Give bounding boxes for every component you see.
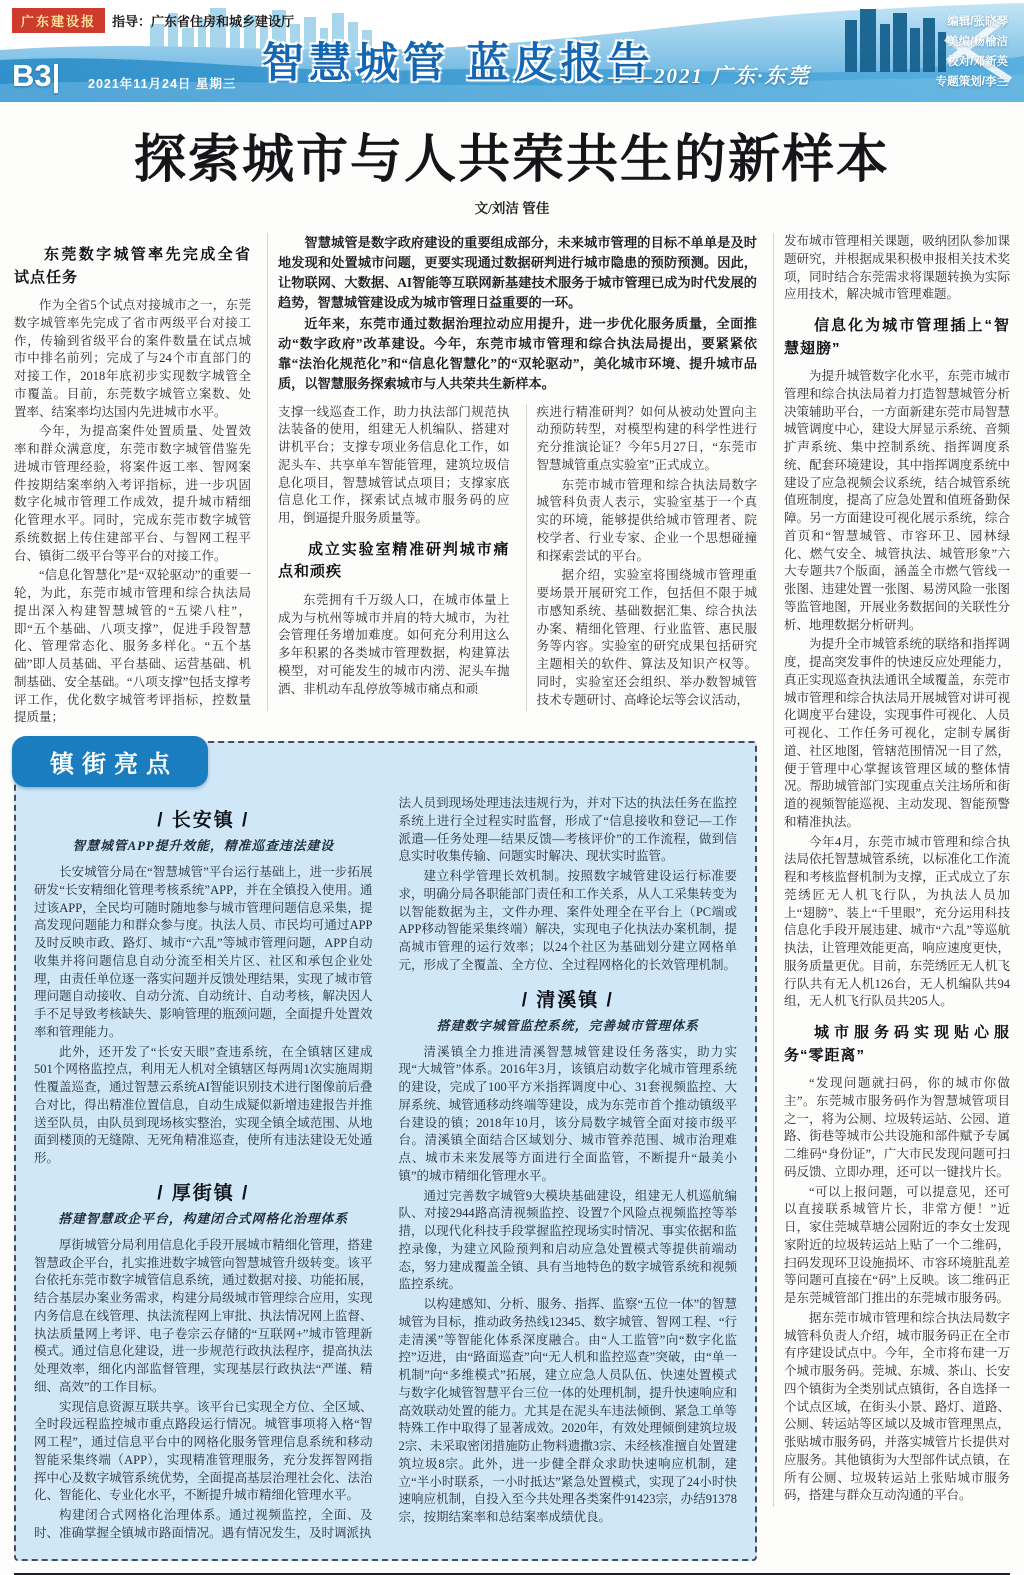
paragraph: 长安城管分局在“智慧城管”平台运行基础上，进一步拓展研发“长安精细化管理考核系统”APP，并在全镇投入使用。通过该APP，全民均可随时随地参与城市管理问题信息采集，提高发现问题能力和群众参与度。执法人员、市民均可通过APP及时反映市政、路灯、城市“六乱”等城市管理问题，APP自动收集并将问题信息自动分流至相关片区、社区和承包企业处理，由责任单位逐一落实问题并反馈处理结果，实现了城市管理问题自动接收、自动分流、自动统计、自动考核，解决因人手不足导致考核缺失、影响管理的瓶颈问题，全面提升处置效率和管理能力。	[34, 865, 373, 1039]
column-4	[773, 233, 1010, 1507]
masthead-banner	[0, 0, 1024, 102]
page-number: B3|	[12, 58, 61, 93]
town-subtitle-changan: 智慧城管APP提升效能，精准巡查违法建设	[72, 839, 335, 854]
article-headline: 探索城市与人共荣共生的新样本	[133, 132, 890, 189]
paragraph: 据东莞市城市管理和综合执法局数字城管科负责人介绍，城市服务码正在全市有序建设试点中。今年，全市将布建一万个城市服务码。莞城、东城、茶山、长安四个镇街为全类别试点镇街，各自选择一个试点区域，在街头小景、路灯、道路、公厕、转运站等区域以及城市管理黑点，张贴城市服务码，并落实城管片长提供对应服务。其他镇街为大型部件试点镇，在所有公厕、垃圾转运站上张贴城市服务码，搭建与群众互动沟通的平台。	[784, 1310, 1010, 1503]
credit-editor: 编辑/张晓琴	[947, 16, 1008, 28]
article-byline: 文/刘洁 管佳	[474, 201, 550, 217]
banner-title: 智慧城管 蓝皮报告	[262, 39, 655, 86]
lede-paragraph: 智慧城管是数字政府建设的重要组成部分，未来城市管理的目标不单单是及时地发现和处置城市问题，更要实现通过数据研判进行城市隐患的预防预测。因此，让物联网、大数据、AI智能等互联网新基建技术服务于城市管理已成为时代发展的趋势，智慧城管建设成为城市管理日益重要的一环。	[278, 235, 757, 310]
lede-paragraph: 近年来，东莞市通过数据治理拉动应用提升，进一步优化服务质量，全面推动“数字政府”改革建设。今年，东莞市城市管理和综合执法局提出，要紧紧依靠“法治化规范化”和“信息化智慧化”的“双轮驱动”，美化城市环境、提升城市品质，以智慧服务探索城市与人共荣共生新样本。	[278, 316, 757, 391]
credit-art-editor: 美编/杨榆洁	[947, 36, 1008, 49]
paragraph-continuation: 疾进行精准研判？如何从被动处置向主动预防转型，对模型构建的科学性进行充分推演论证？今年5月27日，“东莞市智慧城管重点实验室”正式成立。	[536, 404, 757, 472]
paragraph: “可以上报问题，可以提意见，还可以直接联系城管片长，非常方便！”近日，家住莞城草塘公园附近的李女士发现家附近的垃圾转运站上贴了一个二维码，扫码发现环卫设施损坏、市容环境脏乱差等问题可直接在“码”上反映。该二维码正是东莞城管部门推出的东莞城市服务码。	[784, 1184, 1010, 1306]
paragraph: 今年4月，东莞市城市管理和综合执法局依托智慧城管系统，以标准化工作流程和考核监督机制为支撑，正式成立了东莞绣匠无人机飞行队，为执法人员加上“翅膀”、装上“千里眼”，充分运用科技信息化手段开展违建、城市“六乱”等巡航执法，让管理效能更高，响应速度更快，服务质量更优。目前，东莞绣匠无人机飞行队共有无人机126台，无人机编队共94组，无人机飞行队员共205人。	[784, 834, 1010, 1009]
lede-block	[278, 233, 757, 393]
highlights-right-column	[399, 795, 738, 1545]
credit-planner: 专题策划/李兰	[935, 76, 1008, 89]
paragraph-continuation: 支撑一线巡查工作，助力执法部门规范执法装备的使用，组建无人机编队、搭建对讲机平台；支撑专项业务信息化工作，如泥头车、共享单车智能管理，建筑垃圾信息化项目，智慧城管试点项目；支撑家底信息化工作，探索试点城市服务码的应用，倒逼提升服务质量等。	[278, 404, 510, 526]
town-highlights-box	[14, 741, 757, 1561]
paragraph: “发现问题就扫码，你的城市你做主”。东莞城市服务码作为智慧城管项目之一，将为公厕、垃圾转运站、公园、道路、街巷等城市公共设施和部件赋予专属二维码“身份证”，广大市民发现问题可扫码反馈、立即办理，还可以一键找片长。	[784, 1076, 1010, 1179]
columns-2-3-inner	[278, 404, 757, 712]
column-3	[526, 404, 758, 712]
paragraph: 以构建感知、分析、服务、指挥、监察“五位一体”的智慧城管为目标，推动政务热线12345、数字城管、智网工程、“行走清溪”等智能化体系深度融合。由“人工监管”向“数字化监控”迈进，由“路面巡查”向“无人机和监控巡查”突破，由“单一机制”向“多维模式”拓展，建立应急人员队伍、快速处置模式与数字化城管智慧平台三位一体的处理机制，提升快速响应和高效联动处置的能力。尤其是在泥头车违法倾倒、紧急工单等特殊工作中取得了显著成效。2020年，有效处理倾倒建筑垃圾2宗、未采取密闭措施防止物料遗撒3宗、未经核准擅自处置建筑垃圾8宗。此外，进一步健全群众求助快速响应机制，建立“半小时联系，一小时抵达”紧急处置模式，实现了24小时快速响应机制，自投入至今共处理各类案件91423宗，办结91378宗，按期结案率和总结案率成绩优良。	[398, 1297, 737, 1525]
section-subhead-lab: 成立实验室精准研判城市痛点和顽疾	[278, 540, 510, 581]
paragraph: 通过完善数字城管9大模块基础建设，组建无人机巡航编队、对接2944路高清视频监控、设置7个风险点视频监控等举措，以现代化科技手段掌握监控现场实时情况、事实依据和监控录像，为建立风险预判和启动应急处置模式等提供前端动态，努力建成覆盖全镇、具有当地特色的数字城管系统和视频监控系统。	[398, 1188, 737, 1292]
paragraph: 清溪镇全力推进清溪智慧城管建设任务落实，助力实现“大城管”体系。2016年3月，该镇启动数字化城市管理系统的建设，完成了100平方米指挥调度中心、31套视频监控、大屏系统、城管通移动终端等建设，成为东莞市首个推动镇级平台建设的镇；2018年10月，该分局数字城管全面对接市级平台。清溪镇全面结合区域划分、城市管养范围、城市治理难点、城市未来发展等方面进行全面监管，不断提升“最美小镇”的城市精细化管理水平。	[398, 1044, 737, 1183]
highlights-left-column	[34, 795, 373, 1545]
paragraph: 为提升全市城管系统的联络和指挥调度，提高突发事件的快速反应处理能力，真正实现巡查执法通讯全域覆盖，东莞市城市管理和综合执法局开展城管对讲可视化调度平台建设，实现事件可视化、人员可视化、工作任务可视化，定制专属街道、社区地图，管辖范围情况一目了然，便于管理中心掌握该管理区域的整体情况。帮助城管部门实现重点关注场所和街道的视频智能巡视、主动发现、智能预警和精准执法。	[784, 637, 1010, 829]
section-subhead-service-code: 城市服务码实现贴心服务“零距离”	[784, 1024, 1010, 1064]
highlights-columns	[34, 795, 737, 1545]
paragraph: 构建闭合式网格化治理体系。通过视频监控，全面、及时、准确掌握全镇城市路面情况。遇有情况发生，及时调派执	[34, 1508, 373, 1540]
guidance-text: 指导：广东省住房和城乡建设厅	[112, 14, 295, 29]
paragraph: 东莞拥有千万级人口，在城市体量上成为与杭州等城市并肩的特大城市，为社会管理任务增加难度。如何充分利用这么多年积累的各类城市管理数据，构建算法模型，对可能发生的城市内涝、泥头车抛洒、非机动车乱停放等城市痛点和顽	[278, 592, 510, 696]
town-header-changan: / 长安镇 /	[157, 810, 250, 832]
town-header-qingxi: / 清溪镇 /	[521, 989, 614, 1011]
paragraph: 厚街城管分局利用信息化手段开展城市精细化管理，搭建智慧政企平台，扎实推进数字城管向智慧城管升级转变。该平台依托东莞市数字城管信息系统，通过数据对接、功能拓展，结合基层办案业务需求，构建分局级城市管理综合应用，实现内务信息在线管理、执法流程网上审批、执法情况网上监督、执法质量网上考评、电子卷宗云存储的“互联网+”城市管理新模式。通过信息化建设，进一步规范行政执法程序，提高执法处理效率，细化内部监督管理，实现基层行政执法“严谨、精细、高效”的工作目标。	[34, 1237, 373, 1394]
city-skyline-right-icon	[845, 9, 946, 72]
issue-date: 2021年11月24日 星期三	[88, 77, 237, 91]
highlights-badge: 镇街亮点	[12, 736, 208, 787]
town-subtitle-qingxi: 搭建数字城管监控系统，完善城市管理体系	[436, 1018, 699, 1033]
article-body	[0, 233, 1024, 1561]
section-subhead-pilot-task: 东莞数字城管率先完成全省试点任务	[14, 246, 251, 286]
paragraph: 据介绍，实验室将围绕城市管理重要场景开展研究工作，包括但不限于城市感知系统、基础数据汇集、综合执法办案、精细化管理、行业监管、惠民服务等内容。实验室的研究成果包括研究主题相关的软件、算法及知识产权等。同时，实验室还会组织、举办数智城管技术专题研讨、高峰论坛等会议活动，	[536, 568, 757, 707]
paragraph: 建立科学管理长效机制。按照数字城管建设运行标准要求，明确分局各职能部门责任和工作关系，从人工采集转变为以智能数据为主，文件办理、案件处理全在平台上（PC端或APP移动智能采集终端）解决，实现电子化执法办案机制，提高城市管理的运行效率；以24个社区为基础划分建立网格单元，形成了全覆盖、全方位、全过程网格化的长效管理机制。	[398, 869, 737, 972]
paragraph: 实现信息资源互联共享。该平台已实现全方位、全区域、全时段远程监控城市重点路段运行情况。城管事项将入格“智网工程”，通过信息平台中的网格化服务管理信息系统和移动智能采集终端（APP），实现精准管理服务，充分发挥智网指挥中心及数字城管系统优势，全面提高基层治理社会化、法治化、智能化、专业化水平，不断提升城市精细化管理水平。	[34, 1399, 373, 1503]
paragraph: 此外，还开发了“长安天眼”查违系统，在全镇辖区建成501个网格监控点，利用无人机对全镇辖区每两周1次实施周期性覆盖巡查，通过智慧云系统AI智能识别技术进行图像前后叠合对比，得出精准位置信息，自动生成疑似新增违建报告并推送至队员，由队员到现场核实整治，实现全镇全域范围、从地面到楼顶的无缝隙、无死角精准巡查，使所有违法建设无处遁形。	[34, 1044, 373, 1166]
paragraph-continuation: 发布城市管理相关课题，吸纳团队参加课题研究，并根据成果积极申报相关技术奖项，同时结合东莞需求将课题转换为实际应用技术，解决城市管理难题。	[784, 234, 1010, 302]
paragraph: 东莞市城市管理和综合执法局数字城管科负责人表示，实验室基于一个真实的环境，能够提供给城市管理者、院校学者、行业专家、企业一个思想碰撞和探索尝试的平台。	[536, 477, 757, 563]
paragraph: 为提升城管数字化水平，东莞市城市管理和综合执法局着力打造智慧城管分析决策辅助平台，一方面新建东莞市局智慧城管调度中心，建设大屏显示系统、音频扩声系统、集中控制系统、指挥调度系统、配套环境建设，其中指挥调度系统中建设了应急视频会议系统，结合城管系统值班制度，提高了应急处置和值班备勤保障。另一方面建设可视化展示系统，综合首页和“智慧城管、市容环卫、园林绿化、燃气安全、城管执法、城管形象”六大专题共7个版面，涵盖全市燃气管线一张图、违建处置一张图、易涝风险一张图等监管地图，开展业务数据间的关联性分析、地理数据分析研判。	[784, 369, 1010, 632]
column-1	[14, 233, 251, 729]
columns-2-3	[267, 233, 757, 711]
town-subtitle-houjie: 搭建智慧政企平台，构建闭合式网格化治理体系	[58, 1211, 349, 1226]
paragraph-continuation: 法人员到现场处理违法违规行为，并对下达的执法任务在监控系统上进行全过程实时监督，形成了“信息接收和登记—工作派遣—任务处理—结果反馈—考核评价”的工作流程，做到信息实时收集传输、问题实时解决、现状实时监管。	[398, 796, 737, 864]
page-bottom-rule	[14, 1573, 1010, 1575]
banner-subtitle: ——2021 广东·东莞	[608, 64, 811, 88]
staff-credits	[936, 12, 1008, 93]
paragraph: “信息化智慧化”是“双轮驱动”的重要一轮，为此，东莞市城市管理和综合执法局提出深入构建智慧城管的“五梁八柱”，即“五个基础、八项支撑”，促进手段智慧化、管理常态化、服务多样化。“五个基础”即人员基础、平台基础、运营基础、机制基础、安全基础。“八项支撑”包括支撑考评工作，优化数字城管考评指标，控数量提质量；	[14, 568, 251, 725]
column-2	[278, 404, 510, 712]
paper-logo: 广东建设报	[12, 8, 105, 33]
section-subhead-informatization: 信息化为城市管理插上“智慧翅膀”	[784, 317, 1010, 357]
credit-proofreader: 校对/邓新英	[947, 56, 1008, 69]
town-header-houjie: / 厚街镇 /	[157, 1182, 250, 1204]
paragraph: 今年，为提高案件处置质量、处置效率和群众满意度，东莞市数字城管借鉴先进城市管理经验，将案件返工率、智网案件按期结案率纳入考评指标，进一步巩固数字化城市管理工作成效，提升城市精细化管理水平。同时，完成东莞市数字城管系统数据上传住建部平台、与智网工程平台、镇街二级平台等平台的对接工作。	[14, 424, 251, 563]
paragraph: 作为全省5个试点对接城市之一，东莞数字城管率先完成了省市两级平台对接工作，传输到省级平台的案件数量在试点城市中排名前列；完成了与24个市直部门的对接工作，2018年底初步实现数字城管全市覆盖。目前，东莞数字城管立案数、处置率、结案率均达国内先进城市水平。	[14, 298, 251, 419]
